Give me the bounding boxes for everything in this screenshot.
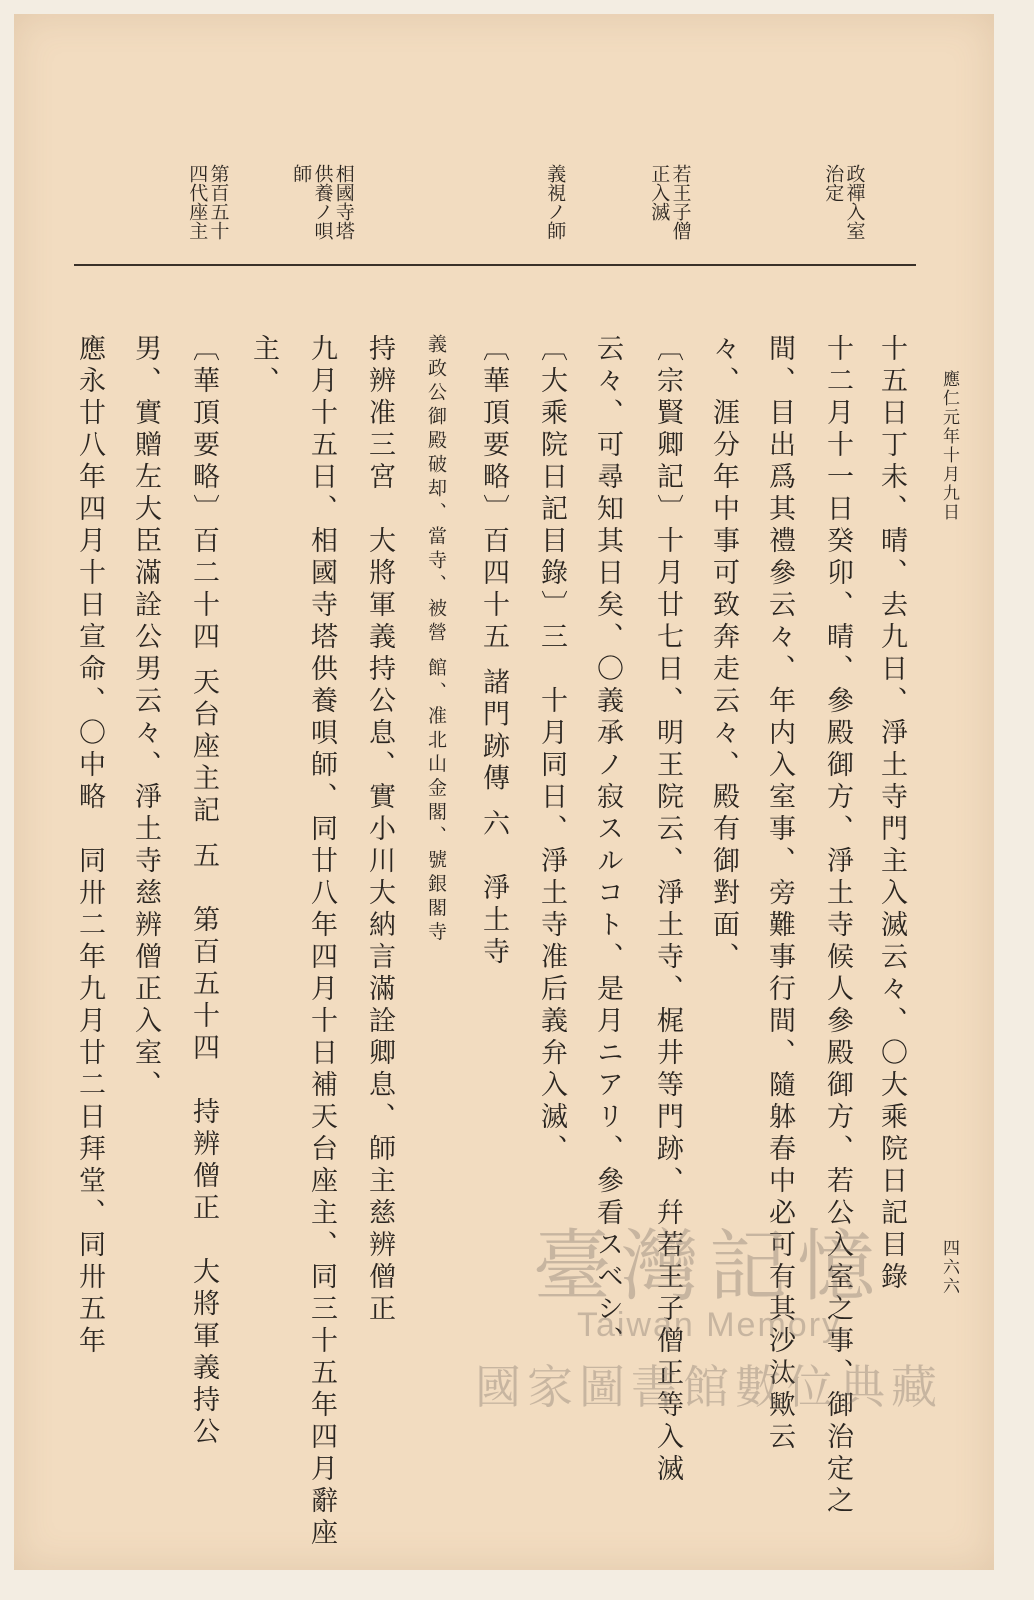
text-column: 九月十五日、相國寺塔供養唄師、同廿八年四月十日補天台座主、同三十五年四月辭座 (306, 334, 337, 1550)
text-column: 〔大乘院日記目錄〕三 十月同日、淨土寺准后義弁入滅、 (536, 334, 567, 1166)
text-column: 持辨准三宮 大將軍義持公息、實小川大納言滿詮卿息、師主慈辨僧正 (364, 334, 395, 1326)
watermark-english: Taiwan Memory (576, 1306, 842, 1344)
text-column: 應永廿八年四月十日宣命、〇中略 同卅二年九月廿二日拜堂、同卅五年 (74, 334, 105, 1358)
text-column: 〔宗賢卿記〕十月廿七日、明王院云、淨土寺、梶井等門跡、幷若王子僧正等入滅 (652, 334, 683, 1486)
text-column: 義政公御殿破却、當寺、被營 館、准北山金閣、號銀閣寺 (425, 334, 447, 946)
side-note: 若王子僧 正入滅 (648, 164, 692, 240)
separator-line (74, 264, 916, 266)
text-column: 間、目出爲其禮參云々、年内入室事、旁難事行間、隨躰春中必可有其沙汰歟云 (764, 334, 795, 1454)
text-column: 々、涯分年中事可致奔走云々、殿有御對面、 (708, 334, 739, 974)
text-column: 〔華頂要略〕百二十四 天台座主記 五 第百五十四 持辨僧正 大將軍義持公 (188, 334, 219, 1450)
running-title: 應仁元年十月九日 (939, 370, 959, 522)
text-column: 主、 (248, 334, 279, 398)
watermark-logo-text: 臺灣記憶 (532, 1222, 885, 1312)
page-number: 四六六 (939, 1239, 959, 1296)
text-column: 男、實贈左大臣滿詮公男云々、淨土寺慈辨僧正入室、 (130, 334, 161, 1102)
text-column: 云々、可尋知其日矣、〇義承ノ寂スルコト、是月ニアリ、參看スベシ、 (592, 334, 623, 1358)
text-column: 十二月十一日癸卯、晴、參殿御方、淨土寺候人參殿御方、若公入室之事、御治定之 (822, 334, 853, 1518)
document-page (14, 14, 994, 1570)
text-column: 〔華頂要略〕百四十五 諸門跡傳 六 淨土寺 (478, 334, 509, 970)
side-note: 第百五十 四代座主 (186, 164, 230, 240)
side-note: 義視ノ師 (544, 164, 567, 240)
side-note: 政禪入室 治定 (822, 164, 866, 240)
side-note: 相國寺塔 供養ノ唄 師 (290, 164, 355, 240)
text-column: 十五日丁未、晴、去九日、淨土寺門主入滅云々、〇大乘院日記目錄 (876, 334, 907, 1294)
watermark-subtitle: 國家圖書館數位典藏 (475, 1361, 943, 1413)
